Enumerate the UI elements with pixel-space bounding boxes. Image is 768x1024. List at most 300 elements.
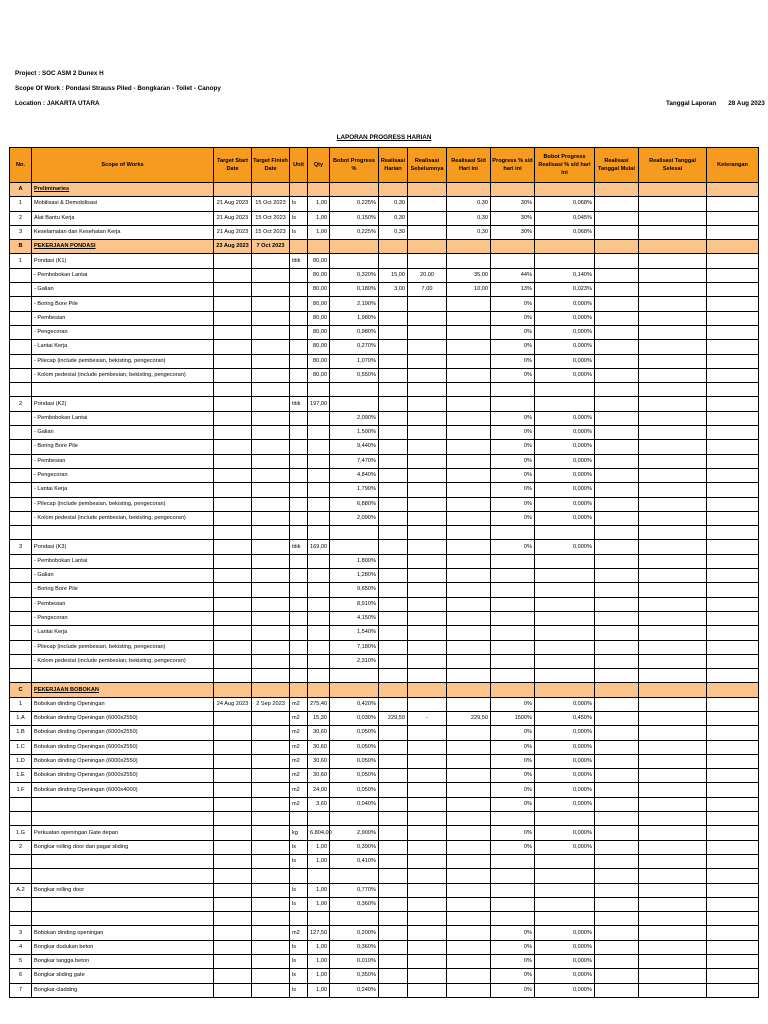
cell-sd [447,511,491,525]
cell-scope: Bobokan dinding Openingan [32,697,214,711]
cell-finish [252,711,290,725]
cell-start [214,497,252,511]
cell-unit: ls [290,897,308,911]
cell-seb [408,325,447,339]
cell-seb [408,754,447,768]
cell-bobotreal: 0,000% [535,411,595,425]
cell-finish [252,254,290,268]
cell-ket [707,626,759,640]
cell-sd [447,783,491,797]
cell-scope [32,797,214,811]
cell-qty: 1,00 [308,940,330,954]
cell-unit: m2 [290,769,308,783]
cell-qty: 1,00 [308,854,330,868]
cell-seb [408,225,447,239]
cell-bobotreal [535,626,595,640]
cell-bobotreal [535,569,595,583]
cell-seb [408,826,447,840]
cell-scope: Bobokan dinding Openingan (6000x2550) [32,769,214,783]
cell-unit [290,426,308,440]
cell-prog [491,611,535,625]
cell-prog: 0% [491,769,535,783]
cell-ket [707,325,759,339]
cell-harian [379,640,408,654]
cell-no [10,897,32,911]
cell-unit [290,325,308,339]
col-realisasi-sebelumnya: Realisasi Sebelumnya [408,148,447,183]
col-realisasi-harian: Realisasi Harian [379,148,408,183]
cell-ket [707,468,759,482]
cell-unit: ls [290,197,308,211]
cell-ket [707,397,759,411]
cell-sd [447,540,491,554]
table-row [10,440,759,454]
cell-scope: - Galian [32,569,214,583]
cell-finish [252,940,290,954]
cell-mulai [595,812,639,826]
cell-seb [408,483,447,497]
cell-scope: - Pembobokan Lantai [32,268,214,282]
cell-prog [491,640,535,654]
cell-qty: 30,60 [308,769,330,783]
cell-unit [290,669,308,683]
cell-seb [408,254,447,268]
cell-bobotreal [535,554,595,568]
table-row [10,311,759,325]
cell-scope: - Lantai Kerja [32,483,214,497]
cell-prog: 0% [491,468,535,482]
cell-bobot: 4,840% [330,468,379,482]
cell-sd [447,368,491,382]
table-row [10,840,759,854]
cell-prog: 30% [491,211,535,225]
cell-prog: 0% [491,697,535,711]
col-bobot: Bobot Progress % [330,148,379,183]
cell-selesai [639,397,707,411]
cell-ket [707,254,759,268]
cell-prog: 0% [491,311,535,325]
cell-sd [447,840,491,854]
cell-bobot [330,397,379,411]
cell-bobot: 0,030% [330,711,379,725]
cell-selesai [639,483,707,497]
cell-mulai [595,569,639,583]
cell-bobotreal: 0,000% [535,697,595,711]
cell-bobot: 0,050% [330,726,379,740]
cell-mulai [595,354,639,368]
cell-harian [379,426,408,440]
cell-bobot: 0,420% [330,697,379,711]
cell-bobotreal: 0,023% [535,283,595,297]
cell-seb [408,597,447,611]
cell-no [10,283,32,297]
cell-seb [408,197,447,211]
cell-mulai [595,783,639,797]
cell-finish [252,983,290,997]
cell-qty [308,869,330,883]
cell-harian [379,368,408,382]
cell-seb [408,740,447,754]
cell-sd [447,754,491,768]
cell-no: 4 [10,940,32,954]
cell-bobotreal: 0,000% [535,955,595,969]
cell-bobotreal [535,669,595,683]
cell-selesai [639,583,707,597]
cell-no: A [10,183,32,197]
cell-sd [447,654,491,668]
cell-scope: Bobokan dinding Openingan (6000x4000) [32,783,214,797]
cell-qty [308,183,330,197]
cell-finish [252,726,290,740]
cell-qty: 80,00 [308,283,330,297]
cell-bobot: 2,090% [330,411,379,425]
cell-unit [290,354,308,368]
cell-start [214,254,252,268]
cell-bobot [330,254,379,268]
cell-bobotreal [535,383,595,397]
cell-sd [447,483,491,497]
cell-selesai [639,411,707,425]
cell-mulai [595,654,639,668]
table-row [10,983,759,997]
cell-selesai [639,840,707,854]
cell-ket [707,211,759,225]
cell-bobot: 0,050% [330,754,379,768]
cell-selesai [639,854,707,868]
cell-mulai [595,754,639,768]
cell-sd [447,354,491,368]
cell-qty [308,497,330,511]
cell-selesai [639,812,707,826]
cell-seb [408,912,447,926]
cell-qty [308,383,330,397]
cell-scope: Bongkar sliding gate [32,969,214,983]
cell-bobotreal: 0,000% [535,454,595,468]
cell-bobot: 0,010% [330,955,379,969]
cell-unit [290,497,308,511]
cell-unit [290,683,308,697]
cell-scope: - Pengecoran [32,611,214,625]
cell-sd [447,383,491,397]
cell-start [214,268,252,282]
cell-scope: - Boring Bore Pile [32,297,214,311]
cell-no: C [10,683,32,697]
cell-start [214,883,252,897]
table-row [10,769,759,783]
cell-seb [408,683,447,697]
cell-start [214,640,252,654]
cell-finish [252,540,290,554]
cell-bobot: 0,200% [330,926,379,940]
cell-no [10,368,32,382]
cell-seb [408,297,447,311]
cell-bobot [330,240,379,254]
cell-mulai [595,583,639,597]
cell-selesai [639,783,707,797]
cell-selesai [639,225,707,239]
cell-bobotreal: 0,000% [535,368,595,382]
cell-start [214,683,252,697]
cell-ket [707,340,759,354]
cell-finish [252,769,290,783]
cell-bobotreal: 0,045% [535,211,595,225]
col-qty: Qty [308,148,330,183]
table-row [10,969,759,983]
cell-qty: 1,00 [308,211,330,225]
cell-prog: 0% [491,740,535,754]
cell-selesai [639,426,707,440]
cell-unit [290,554,308,568]
cell-scope: Bongkar tangga beton [32,955,214,969]
cell-scope: Bobokan dinding Openingan (6000x2550) [32,754,214,768]
table-row [10,426,759,440]
cell-sd: 10,00 [447,283,491,297]
cell-sd [447,554,491,568]
cell-harian [379,897,408,911]
cell-harian [379,597,408,611]
cell-sd [447,726,491,740]
cell-seb: - [408,711,447,725]
cell-selesai [639,955,707,969]
cell-no: 2 [10,211,32,225]
cell-ket [707,454,759,468]
cell-seb [408,411,447,425]
cell-qty [308,440,330,454]
cell-scope [32,526,214,540]
cell-harian [379,354,408,368]
cell-no: B [10,240,32,254]
cell-finish [252,754,290,768]
cell-mulai [595,311,639,325]
cell-qty [308,468,330,482]
cell-sd [447,569,491,583]
cell-mulai [595,268,639,282]
cell-no [10,411,32,425]
cell-scope: - Pengecoran [32,468,214,482]
cell-bobotreal [535,397,595,411]
cell-bobot [330,912,379,926]
cell-harian [379,940,408,954]
cell-seb [408,883,447,897]
cell-prog [491,912,535,926]
cell-selesai [639,569,707,583]
cell-scope: Perkuatan openingan Gate depan [32,826,214,840]
cell-mulai [595,411,639,425]
cell-bobotreal: 0,000% [535,940,595,954]
cell-finish [252,783,290,797]
cell-unit: ls [290,211,308,225]
cell-qty: 80,00 [308,368,330,382]
cell-harian [379,554,408,568]
cell-finish [252,325,290,339]
cell-prog: 0% [491,426,535,440]
cell-qty [308,583,330,597]
cell-prog [491,383,535,397]
cell-prog [491,669,535,683]
cell-ket [707,783,759,797]
cell-qty: 1,00 [308,955,330,969]
cell-unit [290,468,308,482]
cell-seb [408,769,447,783]
cell-prog [491,526,535,540]
cell-no [10,812,32,826]
cell-unit [290,368,308,382]
cell-seb [408,569,447,583]
section-row [10,240,759,254]
cell-harian [379,955,408,969]
col-tgl-selesai: Realisasi Tanggal Selesai [639,148,707,183]
cell-bobotreal: 0,000% [535,468,595,482]
cell-start [214,754,252,768]
cell-finish [252,597,290,611]
cell-mulai [595,597,639,611]
cell-scope: Bobokan dinding openingan [32,926,214,940]
cell-seb [408,240,447,254]
cell-unit [290,183,308,197]
cell-bobot: 0,350% [330,969,379,983]
cell-selesai [639,211,707,225]
cell-bobot: 1,500% [330,426,379,440]
cell-sd [447,826,491,840]
cell-start [214,340,252,354]
cell-start [214,526,252,540]
cell-harian: 15,00 [379,268,408,282]
cell-sd [447,468,491,482]
cell-seb [408,640,447,654]
cell-finish: 15 Oct 2023 [252,225,290,239]
cell-finish [252,883,290,897]
cell-mulai [595,711,639,725]
cell-mulai [595,340,639,354]
cell-mulai [595,383,639,397]
cell-prog: 0% [491,983,535,997]
cell-sd [447,440,491,454]
table-row [10,583,759,597]
cell-prog [491,654,535,668]
cell-ket [707,826,759,840]
cell-unit: ls [290,983,308,997]
cell-mulai [595,697,639,711]
col-bobot-realisasi: Bobot Progress Realisasi % s/d hari ini [535,148,595,183]
cell-bobot [330,183,379,197]
cell-harian [379,311,408,325]
cell-no: 1.G [10,826,32,840]
cell-qty: 1,00 [308,840,330,854]
cell-harian [379,969,408,983]
cell-bobotreal: 0,140% [535,268,595,282]
table-row [10,711,759,725]
cell-prog: 0% [491,940,535,954]
cell-seb [408,497,447,511]
cell-mulai [595,397,639,411]
cell-no [10,640,32,654]
cell-mulai [595,468,639,482]
cell-sd [447,897,491,911]
cell-bobot: 0,225% [330,225,379,239]
cell-ket [707,983,759,997]
cell-scope: Pondasi (K2) [32,397,214,411]
cell-start [214,426,252,440]
cell-scope: Mobilisasi & Demobilisasi [32,197,214,211]
cell-sd [447,697,491,711]
cell-scope: - Pengecoran [32,325,214,339]
cell-unit [290,611,308,625]
cell-bobotreal: 0,000% [535,754,595,768]
cell-sd [447,611,491,625]
cell-start: 21 Aug 2023 [214,225,252,239]
cell-mulai [595,225,639,239]
cell-unit: m2 [290,711,308,725]
cell-finish [252,497,290,511]
cell-ket [707,740,759,754]
cell-sd [447,526,491,540]
cell-harian [379,183,408,197]
cell-start [214,783,252,797]
cell-finish [252,926,290,940]
cell-qty [308,240,330,254]
cell-harian [379,883,408,897]
cell-no: 3 [10,540,32,554]
cell-prog: 0% [491,354,535,368]
cell-scope [32,869,214,883]
cell-finish [252,183,290,197]
report-date-label: Tanggal Laporan [666,100,717,107]
cell-ket [707,697,759,711]
cell-selesai [639,611,707,625]
cell-no [10,912,32,926]
cell-scope [32,854,214,868]
cell-selesai [639,697,707,711]
cell-ket [707,426,759,440]
cell-start [214,926,252,940]
table-row [10,283,759,297]
page-title: LAPORAN PROGRESS HARIAN [336,134,432,141]
cell-no [10,583,32,597]
cell-harian [379,468,408,482]
cell-unit: m2 [290,697,308,711]
cell-unit [290,297,308,311]
cell-selesai [639,669,707,683]
cell-bobotreal [535,640,595,654]
cell-bobot: 0,040% [330,797,379,811]
cell-scope: Bongkar rolling door [32,883,214,897]
cell-bobotreal [535,597,595,611]
cell-no: 1 [10,697,32,711]
cell-ket [707,812,759,826]
cell-prog: 30% [491,225,535,239]
cell-qty [308,454,330,468]
cell-mulai [595,254,639,268]
col-tgl-mulai: Realisasi Tanggal Mulai [595,148,639,183]
cell-mulai [595,883,639,897]
cell-seb [408,969,447,983]
cell-bobotreal [535,912,595,926]
cell-bobotreal [535,583,595,597]
cell-prog: 0% [491,368,535,382]
cell-no [10,654,32,668]
cell-harian [379,611,408,625]
cell-seb [408,869,447,883]
cell-seb: 20,00 [408,268,447,282]
cell-seb [408,383,447,397]
cell-selesai [639,626,707,640]
cell-prog: 44% [491,268,535,282]
cell-bobotreal [535,183,595,197]
cell-seb [408,368,447,382]
cell-qty [308,654,330,668]
cell-bobot: 0,225% [330,197,379,211]
cell-prog: 0% [491,497,535,511]
